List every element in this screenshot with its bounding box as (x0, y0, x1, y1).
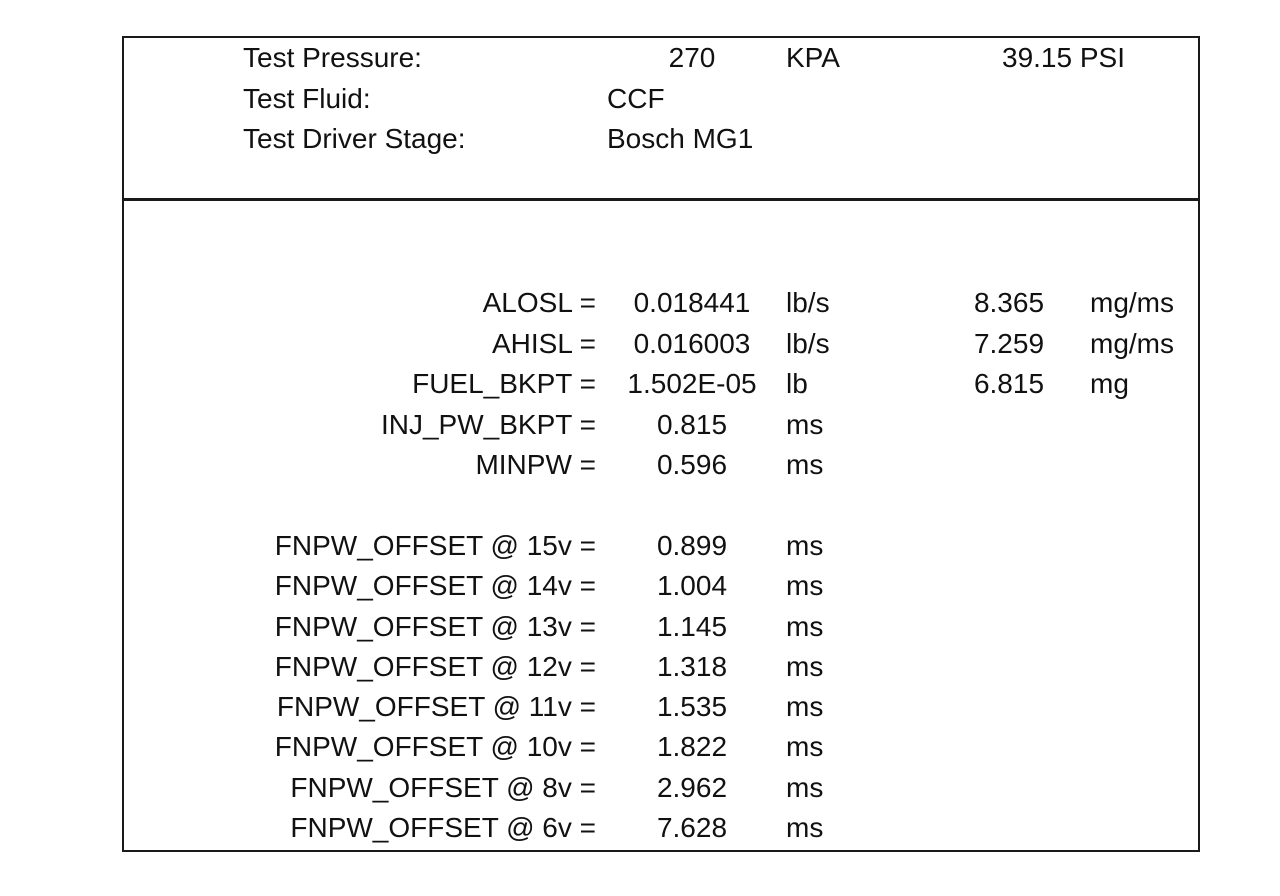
param-unit: ms (786, 409, 824, 440)
test-pressure-label: Test Pressure: (243, 42, 422, 73)
offset-unit: ms (786, 530, 824, 561)
test-pressure-kpa-value: 270 (668, 42, 716, 73)
data-sheet (122, 36, 1200, 852)
param-label: INJ_PW_BKPT = (380, 409, 596, 440)
param-alt-unit: mg/ms (1090, 328, 1174, 359)
param-value: 0.018441 (633, 287, 751, 318)
offset-label: FNPW_OFFSET @ 8v = (290, 772, 596, 803)
offset-value: 7.628 (656, 812, 728, 843)
param-unit: lb/s (786, 328, 830, 359)
offset-unit: ms (786, 691, 824, 722)
param-alt-value: 7.259 (973, 328, 1045, 359)
param-unit: ms (786, 449, 824, 480)
param-unit: lb/s (786, 287, 830, 318)
param-alt-value: 6.815 (973, 368, 1045, 399)
offset-value: 1.004 (656, 570, 728, 601)
offset-label: FNPW_OFFSET @ 6v = (290, 812, 596, 843)
test-fluid-label: Test Fluid: (243, 83, 371, 114)
offset-value: 1.535 (656, 691, 728, 722)
offset-label: FNPW_OFFSET @ 13v = (274, 611, 596, 642)
param-value: 1.502E-05 (627, 368, 757, 399)
offset-value: 0.899 (656, 530, 728, 561)
header-divider (122, 198, 1200, 201)
param-unit: lb (786, 368, 808, 399)
test-pressure-psi-value: 39.15 PSI (1002, 42, 1125, 73)
param-alt-unit: mg (1090, 368, 1129, 399)
param-value: 0.596 (656, 449, 728, 480)
offset-unit: ms (786, 651, 824, 682)
offset-value: 1.145 (656, 611, 728, 642)
offset-value: 2.962 (656, 772, 728, 803)
param-label: FUEL_BKPT = (412, 368, 596, 399)
offset-unit: ms (786, 611, 824, 642)
param-alt-unit: mg/ms (1090, 287, 1174, 318)
test-fluid-value: CCF (607, 83, 665, 114)
offset-unit: ms (786, 570, 824, 601)
param-alt-value: 8.365 (973, 287, 1045, 318)
test-driver-stage-label: Test Driver Stage: (243, 123, 466, 154)
offset-label: FNPW_OFFSET @ 10v = (274, 731, 596, 762)
test-pressure-kpa-unit: KPA (786, 42, 840, 73)
param-value: 0.815 (656, 409, 728, 440)
offset-unit: ms (786, 812, 824, 843)
param-value: 0.016003 (633, 328, 751, 359)
param-label: ALOSL = (482, 287, 596, 318)
offset-value: 1.822 (656, 731, 728, 762)
offset-label: FNPW_OFFSET @ 15v = (274, 530, 596, 561)
param-label: AHISL = (491, 328, 596, 359)
offset-label: FNPW_OFFSET @ 14v = (274, 570, 596, 601)
offset-label: FNPW_OFFSET @ 11v = (276, 691, 596, 722)
offset-value: 1.318 (656, 651, 728, 682)
param-label: MINPW = (475, 449, 596, 480)
offset-unit: ms (786, 772, 824, 803)
offset-label: FNPW_OFFSET @ 12v = (274, 651, 596, 682)
test-driver-stage-value: Bosch MG1 (607, 123, 754, 154)
offset-unit: ms (786, 731, 824, 762)
